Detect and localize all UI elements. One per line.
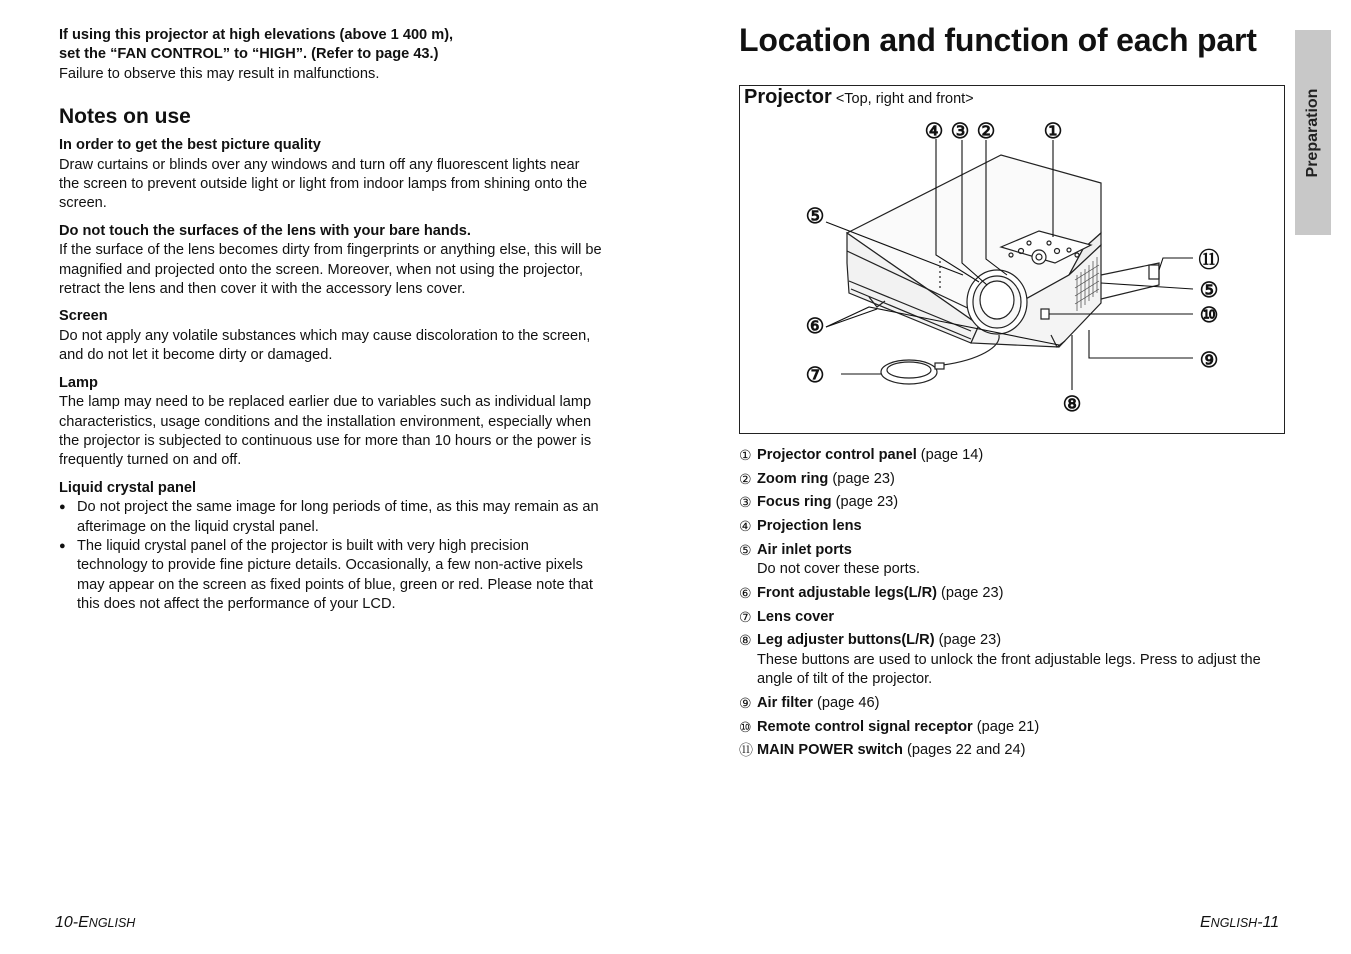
callout-6: ⑥ [805, 315, 825, 338]
note-heading: Liquid crystal panel [59, 479, 197, 496]
item-name: Zoom ring [757, 470, 829, 487]
figure-title-text: Projector [744, 86, 832, 108]
footer-right-e: E [1200, 914, 1211, 931]
list-item [739, 470, 1299, 489]
warning-line-1: If using this projector at high elevations (above 1 400 m), [59, 27, 454, 43]
note-heading: Lamp [59, 374, 98, 391]
callout-5-left: ⑤ [805, 205, 825, 228]
note-section [59, 374, 619, 471]
list-item [739, 517, 1299, 536]
note-section [59, 136, 619, 214]
callout-1: ① [1043, 120, 1063, 143]
item-number: ④ [739, 518, 752, 535]
footer-right-num: -11 [1257, 914, 1280, 931]
note-text: Do not apply any volatile substances which may cause discoloration to the screen, and do not let it become dirty or damaged. [59, 327, 591, 364]
callout-7: ⑦ [805, 364, 825, 387]
callout-5-right: ⑤ [1199, 279, 1219, 302]
callout-8: ⑧ [1062, 393, 1082, 416]
callout-9: ⑨ [1199, 349, 1219, 372]
footer-left-rest: NGLISH [88, 916, 136, 930]
item-ref: (page 21) [972, 718, 1040, 735]
side-tab-label: Preparation [1304, 88, 1321, 177]
item-name: Lens cover [757, 608, 835, 625]
item-number: ⑧ [739, 632, 752, 649]
item-number: ⑥ [739, 584, 752, 601]
callout-2: ② [976, 120, 996, 143]
item-description: These buttons are used to unlock the front adjustable legs. Press to adjust the angle of tilt of the projector. [757, 651, 1261, 688]
item-name: Leg adjuster buttons(L/R) [757, 632, 935, 649]
item-number: ⑩ [739, 718, 752, 735]
footer-right-rest: NGLISH [1210, 916, 1258, 930]
parts-list [739, 446, 1299, 765]
item-ref: (page 46) [812, 694, 880, 711]
list-item [739, 694, 1299, 713]
footer-left-num: 10- [55, 914, 79, 931]
list-item [739, 631, 1299, 689]
note-section [59, 479, 619, 615]
projector-illustration [739, 85, 1285, 434]
list-item [739, 741, 1299, 760]
note-section [59, 307, 619, 365]
note-heading: In order to get the best picture quality [59, 137, 321, 154]
callout-11: ⑪ [1198, 249, 1220, 272]
item-name: Air inlet ports [757, 541, 852, 558]
warning-line-2: set the “FAN CONTROL” to “HIGH”. (Refer to page 43.) [59, 46, 439, 63]
item-name: Remote control signal receptor [757, 718, 973, 735]
note-heading: Do not touch the surfaces of the lens with your bare hands. [59, 222, 471, 239]
item-description: Do not cover these ports. [757, 561, 921, 578]
item-name: Projection lens [757, 518, 862, 535]
list-item [739, 584, 1299, 603]
list-item [739, 608, 1299, 627]
item-number: ⑨ [739, 694, 752, 711]
list-item [739, 493, 1299, 512]
item-ref: (page 14) [916, 447, 984, 463]
list-item [739, 446, 1299, 465]
footer-left-e: E [78, 914, 89, 931]
list-item [739, 718, 1299, 737]
bullet-item: ● The liquid crystal panel of the projector is built with very high precision technology to provide fine picture details. Occasionally, a few non-active pixels may appear on the screen as fixed points of blue, green or red. Please note that this does not affect the performance of your LCD. [59, 537, 597, 615]
note-text: If the surface of the lens becomes dirty from fingerprints or anything else, this will be magnified and projected onto the screen. Moreover, when not using the projector, retract the lens and then cover it with the accessory lens cover. [59, 242, 602, 298]
notes-heading: Notes on use [59, 105, 191, 129]
footer-right-page-number [1200, 914, 1279, 932]
item-ref: (page 23) [934, 632, 1002, 649]
warning-line-3: Failure to observe this may result in malfunctions. [59, 65, 380, 82]
callout-10: ⑩ [1199, 304, 1219, 327]
item-ref: (pages 22 and 24) [902, 742, 1026, 759]
footer-left-page-number [55, 914, 135, 932]
side-tab [1295, 30, 1331, 235]
callout-4: ④ [924, 120, 944, 143]
item-number: ② [739, 470, 752, 487]
item-number: ⑪ [739, 742, 753, 759]
item-name: MAIN POWER switch [757, 742, 903, 759]
note-section [59, 222, 619, 300]
note-text: The lamp may need to be replaced earlier due to variables such as individual lamp characteristics, usage conditions and the installation environment, especially when the projector is subjected to continuous use for more than 10 hours or the power is frequently turned on and off. [59, 394, 592, 469]
list-item [739, 541, 1299, 580]
callout-3: ③ [950, 120, 970, 143]
item-ref: (page 23) [937, 584, 1004, 601]
item-name: Focus ring [757, 494, 832, 511]
left-column [59, 26, 619, 623]
figure-subtitle: <Top, right and front> [835, 91, 974, 107]
bullet-item: ● Do not project the same image for long periods of time, as this may remain as an afterimage on the liquid crystal panel. [59, 498, 612, 537]
note-heading: Screen [59, 308, 108, 325]
item-number: ⑦ [739, 608, 752, 625]
page-title: Location and function of each part [739, 22, 1257, 58]
item-ref: (page 23) [831, 494, 899, 511]
item-name: Projector control panel [757, 447, 917, 463]
item-name: Front adjustable legs(L/R) [757, 584, 937, 601]
item-number: ① [739, 447, 752, 463]
note-text: Draw curtains or blinds over any windows and turn off any fluorescent lights near the screen to prevent outside light or light from indoor lamps from shining onto the screen. [59, 156, 588, 212]
item-number: ⑤ [739, 541, 752, 558]
item-name: Air filter [757, 694, 813, 711]
item-ref: (page 23) [828, 470, 895, 487]
item-number: ③ [739, 494, 752, 511]
